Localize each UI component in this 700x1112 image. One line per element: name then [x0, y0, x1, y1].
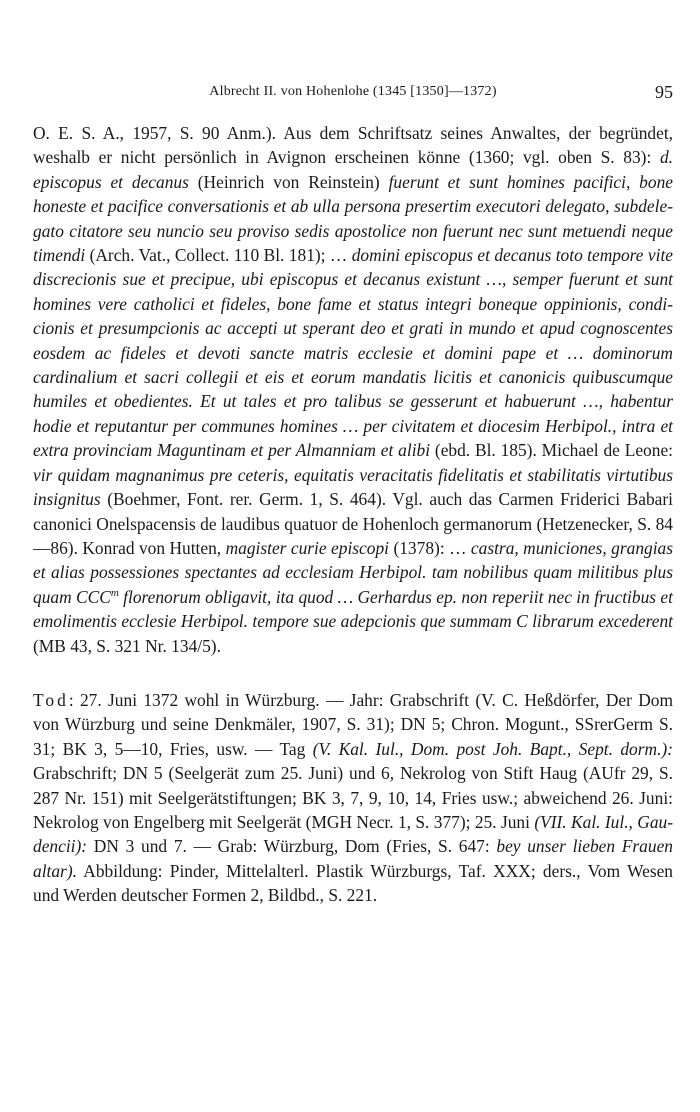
text-run: (Arch. Vat., Collect. 110 Bl. 181); …: [85, 245, 352, 266]
latin-quote: (V. Kal. Iul., Dom. post Joh. Bapt., Sept. dorm.):: [312, 738, 674, 759]
text-run: Grabschrift; DN 5 (Seelgerät zum 25. Juni) und 6, Nekrolog von Stift Haug (AUfr 29, S. 287 Nr. 151) mit Seelgerätstiftungen; BK 3, 7, 9, 10, 14, Fries usw.; abweichend 26. Juni: Nekrolog von Engelberg mit Seelgerät (MGH Necr. 1, S. 377); 25. Juni: [33, 763, 673, 832]
running-title: Albrecht II. von Hohenlohe (1345 [1350]—1372): [209, 84, 497, 99]
text-run: Abbildung: Pinder, Mittelalterl. Plastik Würzburgs, Taf. XXX; ders., Vom Wesen und Werden deutscher Formen 2, Bildbd., S. 221.: [33, 860, 673, 906]
text-run: DN 3 und 7. — Grab: Würzburg, Dom (Fries, S. 647:: [87, 836, 497, 857]
text-run: (Boehmer, Font. rer. Germ. 1, S. 464). Vgl. auch das Carmen Friderici Babari canonici Onelspacensis de laudibus quatuor de Hohenloch germanorum (Hetzenecker, S. 84—86). Konrad von Hutten,: [33, 489, 673, 558]
death-paragraph: [33, 688, 673, 908]
latin-quote: domini episcopus et decanus toto tempore vite discrecionis sue et precipue, ubi episcopus et decanus existunt …, semper fuerunt et sunt homines vere catholici et fideles, bone fame et status integri boneque oppinionis, condicionis et presumpcionis ac accepti ut sperant deo et grati in mundo et apud cognoscentes eosdem ac fideles et devoti sancte matris ecclesie et domini pape et … dominorum cardinalium et sacri collegii et eis et eorum mandatis licitis et canonicis quibuscumque humiles et obedientes. Et ut tales et pro talibus se gesserunt et habuerunt …, habentur hodie et reputantur per communes homines … per civitatem et diocesim Herbipol., intra et extra provinciam Maguntinam et per Almanniam et alibi: [33, 245, 674, 461]
latin-quote: fuerunt et sunt homines pacifici, bone honeste et pacifice conversationis et ab ulla persona presertim executori delegato, subdelegato citatore seu nuncio seu proviso sedis apostolice non fuerunt nec sunt metuendi neque timendi: [33, 171, 673, 266]
body-text: [33, 121, 673, 908]
latin-quote: vir quidam magnanimus pre ceteris, equitatis veracitatis fidelitatis et stabilitatis virtutibus insignitus: [33, 464, 673, 510]
page-header: [33, 82, 673, 106]
footnote-paragraph: [33, 121, 673, 658]
text-run: (1378): …: [389, 537, 471, 558]
latin-quote: bey unser lieben Frauen altar).: [33, 836, 673, 881]
text-run: (ebd. Bl. 185). Michael de Leone:: [430, 440, 673, 461]
latin-quote: d. episcopus et decanus: [33, 147, 673, 192]
text-run: O. E. S. A., 1957, S. 90 Anm.). Aus dem Schriftsatz seines Anwaltes, der begründet, weshalb er nicht persönlich in Avignon erscheinen könne (1360; vgl. oben S. 83):: [33, 123, 673, 168]
latin-quote: (VII. Kal. Iul., Gaudencii):: [33, 811, 674, 857]
latin-quote-part: castra, municiones, grangias et alias possessiones spectantes ad ecclesiam Herbipol. tam nobilibus quam militibus plus quam CCC: [33, 537, 673, 607]
spaced-heading: Tod: [33, 689, 69, 710]
text-run: (MB 43, S. 321 Nr. 134/5).: [33, 635, 221, 656]
page-number: 95: [655, 82, 673, 102]
superscript: m: [110, 586, 119, 599]
latin-quote: magister curie episcopi: [225, 537, 390, 558]
latin-quote-part: florenorum obligavit, ita quod … Gerhardus ep. non reperiit nec in fructibus et emolimentis ecclesie Herbipol. tempore sue adepcionis que summam C librarum excederent: [33, 586, 673, 632]
text-run: (Heinrich von Reinstein): [188, 171, 389, 192]
text-run: : 27. Juni 1372 wohl in Würzburg. — Jahr: Grabschrift (V. C. Heßdörfer, Der Dom von Würzburg und seine Denkmäler, 1907, S. 31); DN 5; Chron. Mogunt., SSrerGerm S. 31; BK 3, 5—10, Fries, usw. — Tag: [33, 689, 673, 759]
